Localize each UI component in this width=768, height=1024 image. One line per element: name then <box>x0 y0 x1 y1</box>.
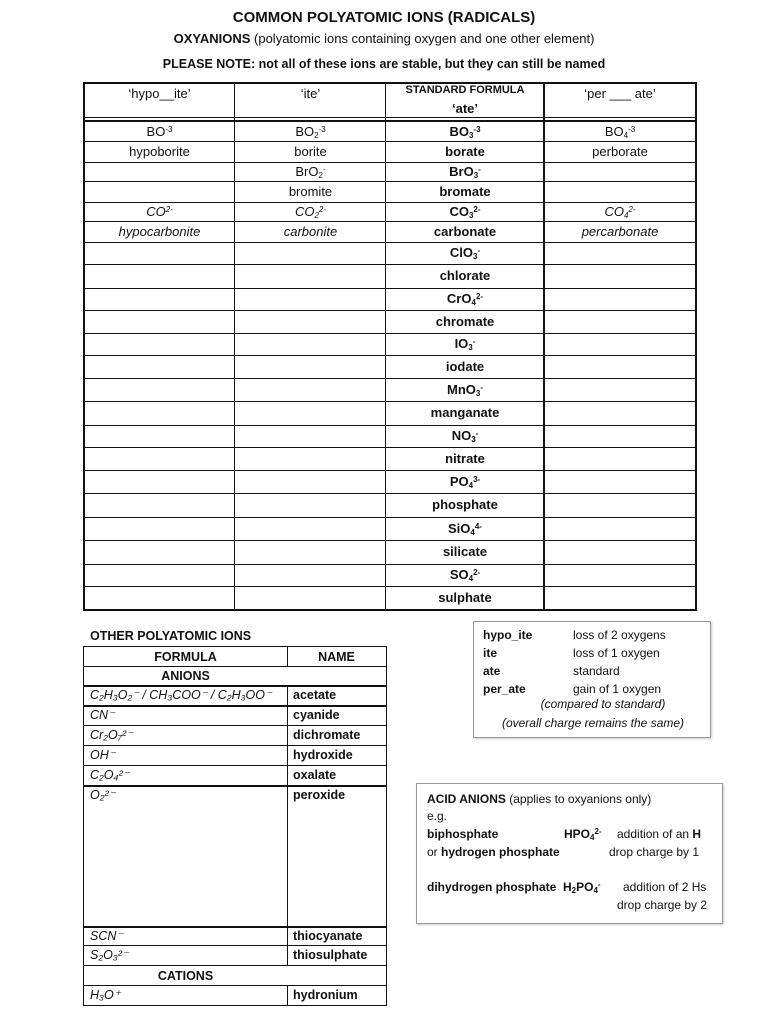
column-header-formula: FORMULA <box>154 650 217 664</box>
row-rule <box>83 355 697 356</box>
ite-formula-cell <box>235 122 386 141</box>
ate-name-cell: chromate <box>435 314 495 329</box>
ate-formula <box>450 245 480 260</box>
other-column-rule <box>287 685 288 966</box>
hpo4-formula <box>564 827 602 841</box>
ate-formula <box>449 164 481 179</box>
row-rule <box>83 288 697 289</box>
subtitle-bold: OXYANIONS <box>173 31 251 46</box>
ite-formula-cell <box>235 202 386 221</box>
h2po4-charge: - <box>597 880 601 889</box>
anion-name: thiosulphate <box>293 948 368 962</box>
addition-2h-text: addition of 2 Hs <box>623 880 707 894</box>
per-formula-cell <box>544 202 696 221</box>
formula-base: BO <box>146 124 166 139</box>
other-column-rule <box>287 646 288 666</box>
other-row-rule <box>83 1005 387 1006</box>
formula-base: MnO <box>446 382 476 397</box>
formula-subscript: 2 <box>314 131 319 140</box>
column-header-name: NAME <box>318 650 355 664</box>
formula-subscript: 4 <box>470 528 475 537</box>
formula-charge: -3 <box>628 125 636 134</box>
legend-note-charge: (overall charge remains the same) <box>501 716 685 730</box>
formula-charge: 4- <box>474 522 482 531</box>
ate-formula-cell <box>386 564 544 586</box>
ate-formula <box>449 204 480 219</box>
row-rule <box>83 264 697 265</box>
anion-name: hydroxide <box>293 748 353 762</box>
per-formula-cell <box>544 122 696 141</box>
hpo4-sub: 4 <box>590 833 595 842</box>
ate-formula-cell <box>386 470 544 493</box>
formula-charge: 2- <box>473 205 481 214</box>
row-rule <box>83 447 697 448</box>
legend-term: ate <box>483 664 501 678</box>
formula-base: BO <box>295 124 315 139</box>
per-formula <box>605 124 635 139</box>
ate-formula-cell <box>386 162 544 181</box>
formula-base: PO <box>449 474 469 489</box>
formula-base: ClO <box>449 245 473 260</box>
suffix-legend-box <box>473 621 711 738</box>
anion-name: cyanide <box>293 708 340 722</box>
row-rule <box>83 162 697 163</box>
column-header-standard: STANDARD FORMULA <box>405 84 525 96</box>
cation-name: hydronium <box>293 988 358 1002</box>
header-rule <box>83 117 697 118</box>
row-rule <box>83 202 697 203</box>
formula-subscript: 3 <box>468 343 473 352</box>
ate-formula <box>452 428 479 443</box>
ite-name-cell: borite <box>294 144 327 159</box>
hypo-formula <box>147 124 173 139</box>
row-rule <box>83 141 697 142</box>
row-rule <box>83 221 697 222</box>
hydrogen-phosphate-label <box>427 845 560 859</box>
other-row-rule <box>83 926 387 928</box>
hypo-formula-cell <box>84 202 235 221</box>
legend-term: ite <box>483 646 498 660</box>
row-rule <box>83 401 697 402</box>
table-bottom-border <box>83 609 697 611</box>
row-rule <box>83 378 697 379</box>
per-name-cell: perborate <box>592 144 648 159</box>
ate-formula <box>448 521 482 536</box>
other-row-rule <box>83 985 387 986</box>
ate-formula <box>450 567 480 582</box>
table-left-border <box>83 82 85 611</box>
ate-formula-cell <box>386 288 544 310</box>
row-rule <box>83 425 697 426</box>
formula-subscript: 4 <box>623 131 629 140</box>
ate-formula-cell <box>386 202 544 221</box>
ate-name-cell: chlorate <box>439 268 491 283</box>
formula-charge: 2- <box>475 292 484 301</box>
acid-heading <box>427 792 651 806</box>
formula-subscript: 3 <box>468 211 474 220</box>
anions-label: ANIONS <box>161 669 210 683</box>
column-header-ate: ‘ate’ <box>451 101 478 116</box>
formula-base: CrO <box>446 291 472 306</box>
row-rule <box>83 586 697 587</box>
formula-charge: - <box>475 429 479 438</box>
header-double-rule <box>83 120 697 122</box>
ate-formula-cell <box>386 242 544 264</box>
row-rule <box>83 564 697 565</box>
row-rule <box>83 310 697 311</box>
formula-subscript: 2 <box>314 211 319 220</box>
anion-name: oxalate <box>293 768 337 782</box>
ate-name-cell: sulphate <box>438 590 492 605</box>
formula-charge: -3 <box>165 125 173 134</box>
formula-base: NO <box>451 428 472 443</box>
formula-subscript: 3 <box>473 171 479 180</box>
addition-h-text <box>617 827 701 841</box>
column-header-per-ate: ‘per ___ ate’ <box>584 86 656 101</box>
legend-term: hypo_ite <box>483 628 533 642</box>
h2po4-po: PO <box>576 880 594 894</box>
formula-base: IO <box>454 336 469 351</box>
formula-base: CO <box>604 204 624 219</box>
other-row-rule <box>83 945 387 946</box>
formula-charge: - <box>322 165 326 174</box>
formula-charge: 3- <box>473 475 481 484</box>
cation-formula: H₃O⁺ <box>90 988 121 1002</box>
other-row-rule <box>83 745 387 746</box>
ate-name-cell: nitrate <box>445 451 485 466</box>
cations-label: CATIONS <box>157 969 214 983</box>
addition-h-bold: H <box>692 827 702 841</box>
or-text: or <box>427 845 442 859</box>
row-rule <box>83 493 697 494</box>
acid-eg: e.g. <box>427 809 448 823</box>
formula-charge: 2- <box>628 205 636 214</box>
page-note: PLEASE NOTE: not all of these ions are stable, but they can still be named <box>162 57 606 71</box>
ate-name-cell: carbonate <box>433 224 497 239</box>
anion-formula: OH⁻ <box>90 748 116 762</box>
per-name-cell: percarbonate <box>581 224 659 239</box>
table-top-border <box>83 82 697 84</box>
ate-name-cell: silicate <box>442 544 488 559</box>
page-subtitle <box>0 31 768 46</box>
formula-base: CO <box>449 204 469 219</box>
anion-formula: C₂O₄²⁻ <box>90 768 130 782</box>
formula-base: CO <box>146 204 166 219</box>
anion-formula: CN⁻ <box>90 708 115 722</box>
ite-formula-cell <box>235 162 386 181</box>
formula-subscript: 2 <box>318 171 323 180</box>
other-left-border <box>83 646 84 1006</box>
row-rule <box>83 242 697 243</box>
legend-term: per_ate <box>483 682 526 696</box>
formula-base: BO <box>604 124 624 139</box>
formula-base: CO <box>294 204 315 219</box>
hypo-formula <box>146 204 173 219</box>
hypo-name-cell: hypocarbonite <box>118 224 201 239</box>
hypo-formula-cell <box>84 122 235 141</box>
formula-base: BrO <box>449 164 474 179</box>
anion-formula: S₂O₃²⁻ <box>90 948 129 962</box>
ate-formula <box>447 382 483 397</box>
column-header-ite: ‘ite’ <box>300 86 321 101</box>
legend-description: loss of 1 oxygen <box>573 646 660 660</box>
anion-name: acetate <box>293 688 337 702</box>
formula-charge: 2- <box>473 568 481 577</box>
page-title: COMMON POLYATOMIC IONS (RADICALS) <box>232 9 536 26</box>
ate-formula-cell <box>386 333 544 355</box>
other-right-border <box>386 646 387 1006</box>
ite-formula <box>295 164 325 179</box>
row-rule <box>83 517 697 518</box>
ate-formula <box>455 336 476 351</box>
ite-name-cell: carbonite <box>283 224 338 239</box>
dihydrogen-phosphate-label: dihydrogen phosphate <box>427 880 557 894</box>
ate-formula <box>450 474 480 489</box>
anion-name: dichromate <box>293 728 361 742</box>
row-rule <box>83 181 697 182</box>
ate-name-cell: manganate <box>430 405 500 420</box>
table-right-border <box>695 82 697 611</box>
other-row-rule <box>83 705 387 707</box>
formula-base: BrO <box>295 164 319 179</box>
formula-base: BO <box>449 124 469 139</box>
h2po4-formula <box>563 880 601 894</box>
formula-subscript: 3 <box>471 435 476 444</box>
formula-subscript: 4 <box>471 298 476 307</box>
acid-heading-bold: ACID ANIONS <box>427 792 506 806</box>
biphosphate-label: biphosphate <box>427 827 499 841</box>
per-formula <box>604 204 635 219</box>
other-row-rule <box>83 965 387 966</box>
ate-formula-cell <box>386 517 544 540</box>
acid-heading-rest: (applies to oxyanions only) <box>505 792 652 806</box>
ate-name-cell: iodate <box>445 359 485 374</box>
row-rule <box>83 470 697 471</box>
other-row-rule <box>83 646 387 647</box>
formula-subscript: 3 <box>468 131 474 140</box>
anion-formula: Cr₂O₇²⁻ <box>90 728 133 742</box>
acid-anions-box <box>416 783 723 924</box>
row-rule <box>83 333 697 334</box>
hpo4-base: HPO <box>564 827 591 841</box>
formula-subscript: 4 <box>468 574 474 583</box>
hpo4-charge: 2- <box>594 827 602 836</box>
ate-formula-cell <box>386 425 544 447</box>
anion-formula: SCN⁻ <box>90 929 123 943</box>
anion-formula: O₂²⁻ <box>90 788 116 802</box>
anion-formula: C₂H₃O₂⁻ / CH₃COO⁻ / C₂H₃OO⁻ <box>90 688 272 702</box>
formula-subscript: 4 <box>623 211 629 220</box>
ate-formula <box>447 291 483 306</box>
row-rule <box>83 540 697 541</box>
formula-subscript: 3 <box>473 252 478 261</box>
ate-name-cell: phosphate <box>432 497 498 512</box>
legend-description: loss of 2 oxygens <box>573 628 666 642</box>
anion-name: thiocyanate <box>293 929 363 943</box>
formula-subscript: 4 <box>468 481 474 490</box>
formula-charge: - <box>477 246 481 255</box>
formula-subscript: 3 <box>475 389 481 398</box>
formula-base: SiO <box>448 521 471 536</box>
other-row-rule <box>83 785 387 787</box>
ate-formula <box>449 124 480 139</box>
hydrogen-phosphate-name: hydrogen phosphate <box>441 845 560 859</box>
formula-charge: -3 <box>473 125 481 134</box>
h2po4-sub2: 4 <box>593 886 598 895</box>
column-header-hypo-ite: ‘hypo__ite’ <box>128 86 191 101</box>
h2po4-sub1: 2 <box>571 886 577 895</box>
column-rule <box>385 82 386 609</box>
other-ions-heading: OTHER POLYATOMIC IONS <box>90 629 252 643</box>
other-row-rule <box>83 725 387 726</box>
formula-charge: - <box>480 383 483 392</box>
ate-formula-cell <box>386 122 544 141</box>
ite-formula <box>295 204 326 219</box>
other-row-rule <box>83 685 387 687</box>
formula-charge: - <box>478 165 481 174</box>
formula-charge: - <box>472 337 476 346</box>
other-row-rule <box>83 765 387 766</box>
drop-charge-1: drop charge by 1 <box>609 845 700 859</box>
formula-charge: 2- <box>318 205 327 214</box>
column-rule-bold <box>543 82 545 609</box>
formula-base: SO <box>449 567 469 582</box>
formula-charge: 2- <box>165 205 173 214</box>
hypo-name-cell: hypoborite <box>129 144 190 159</box>
ite-name-cell: bromite <box>288 184 333 199</box>
ite-formula <box>295 124 325 139</box>
ate-formula-cell <box>386 378 544 401</box>
legend-description: standard <box>573 664 620 678</box>
h2po4-h: H <box>563 880 572 894</box>
formula-charge: -3 <box>318 125 326 134</box>
ate-name-cell: borate <box>445 144 485 159</box>
subtitle-rest: (polyatomic ions containing oxygen and one other element) <box>250 31 595 46</box>
legend-description: gain of 1 oxygen <box>573 682 662 696</box>
other-row-rule <box>83 666 387 667</box>
column-rule <box>234 82 235 609</box>
other-column-rule <box>287 985 288 1005</box>
addition-an-text: addition of an <box>617 827 693 841</box>
ate-name-cell: bromate <box>439 184 491 199</box>
legend-note-compared: (compared to standard) <box>540 697 666 711</box>
anion-name: peroxide <box>293 788 346 802</box>
drop-charge-2: drop charge by 2 <box>617 898 708 912</box>
